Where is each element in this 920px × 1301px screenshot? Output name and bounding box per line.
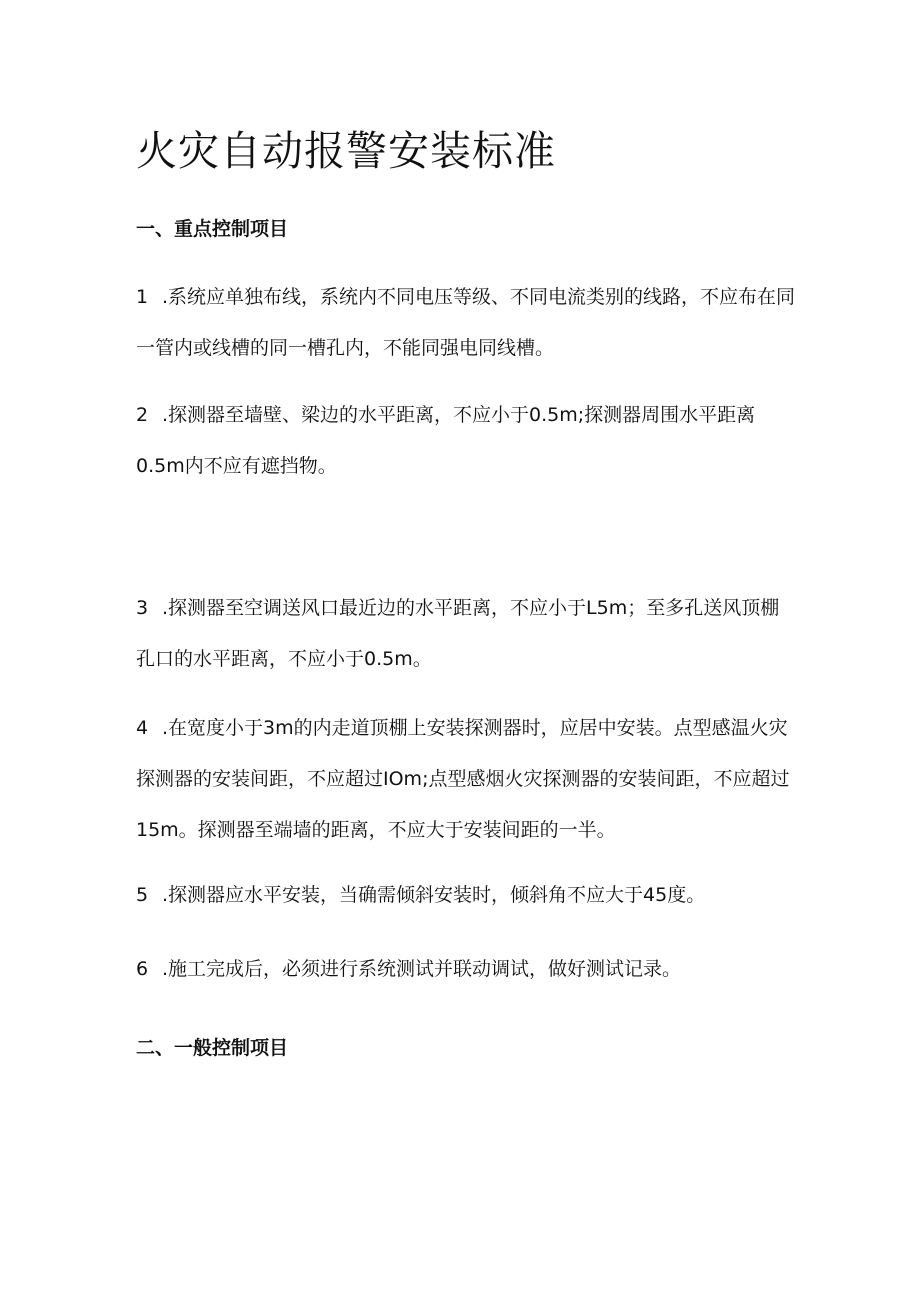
item-text: .探测器至空调送风口最近边的水平距离，不应小于L5m；至多孔送风顶棚孔口的水平距离，不应小于0.5m。 bbox=[136, 597, 780, 670]
item-number: 2 bbox=[136, 404, 149, 426]
item-text: .在宽度小于3m的内走道顶棚上安装探测器时，应居中安装。点型感温火灾探测器的安装间距，不应超过IOm;点型感烟火灾探测器的安装间距，不应超过15m。探测器至端墙的距离，不应大于安装间距的一半。 bbox=[136, 717, 790, 841]
item-number: 1 bbox=[136, 286, 149, 308]
list-item bbox=[136, 944, 796, 995]
item-number: 6 bbox=[136, 958, 149, 980]
item-number: 4 bbox=[136, 717, 149, 739]
list-item bbox=[136, 272, 796, 374]
list-item bbox=[136, 870, 796, 921]
item-number: 3 bbox=[136, 597, 149, 619]
section-heading-general-control: 二、一般控制项目 bbox=[136, 1037, 289, 1059]
section-heading-key-control: 一、重点控制项目 bbox=[136, 218, 289, 240]
item-text: .系统应单独布线，系统内不同电压等级、不同电流类别的线路，不应布在同一管内或线槽的同一槽孔内，不能同强电同线槽。 bbox=[136, 286, 796, 359]
item-number: 5 bbox=[136, 884, 149, 906]
list-item bbox=[136, 583, 796, 685]
list-item bbox=[136, 390, 796, 492]
item-text: .探测器应水平安装，当确需倾斜安装时，倾斜角不应大于45度。 bbox=[162, 884, 706, 906]
list-item bbox=[136, 703, 796, 856]
item-text: .施工完成后，必须进行系统测试并联动调试，做好测试记录。 bbox=[162, 958, 682, 980]
item-text: .探测器至墙壁、梁边的水平距离，不应小于0.5m;探测器周围水平距离0.5m内不应有遮挡物。 bbox=[136, 404, 756, 477]
page-title: 火灾自动报警安装标准 bbox=[136, 127, 556, 175]
